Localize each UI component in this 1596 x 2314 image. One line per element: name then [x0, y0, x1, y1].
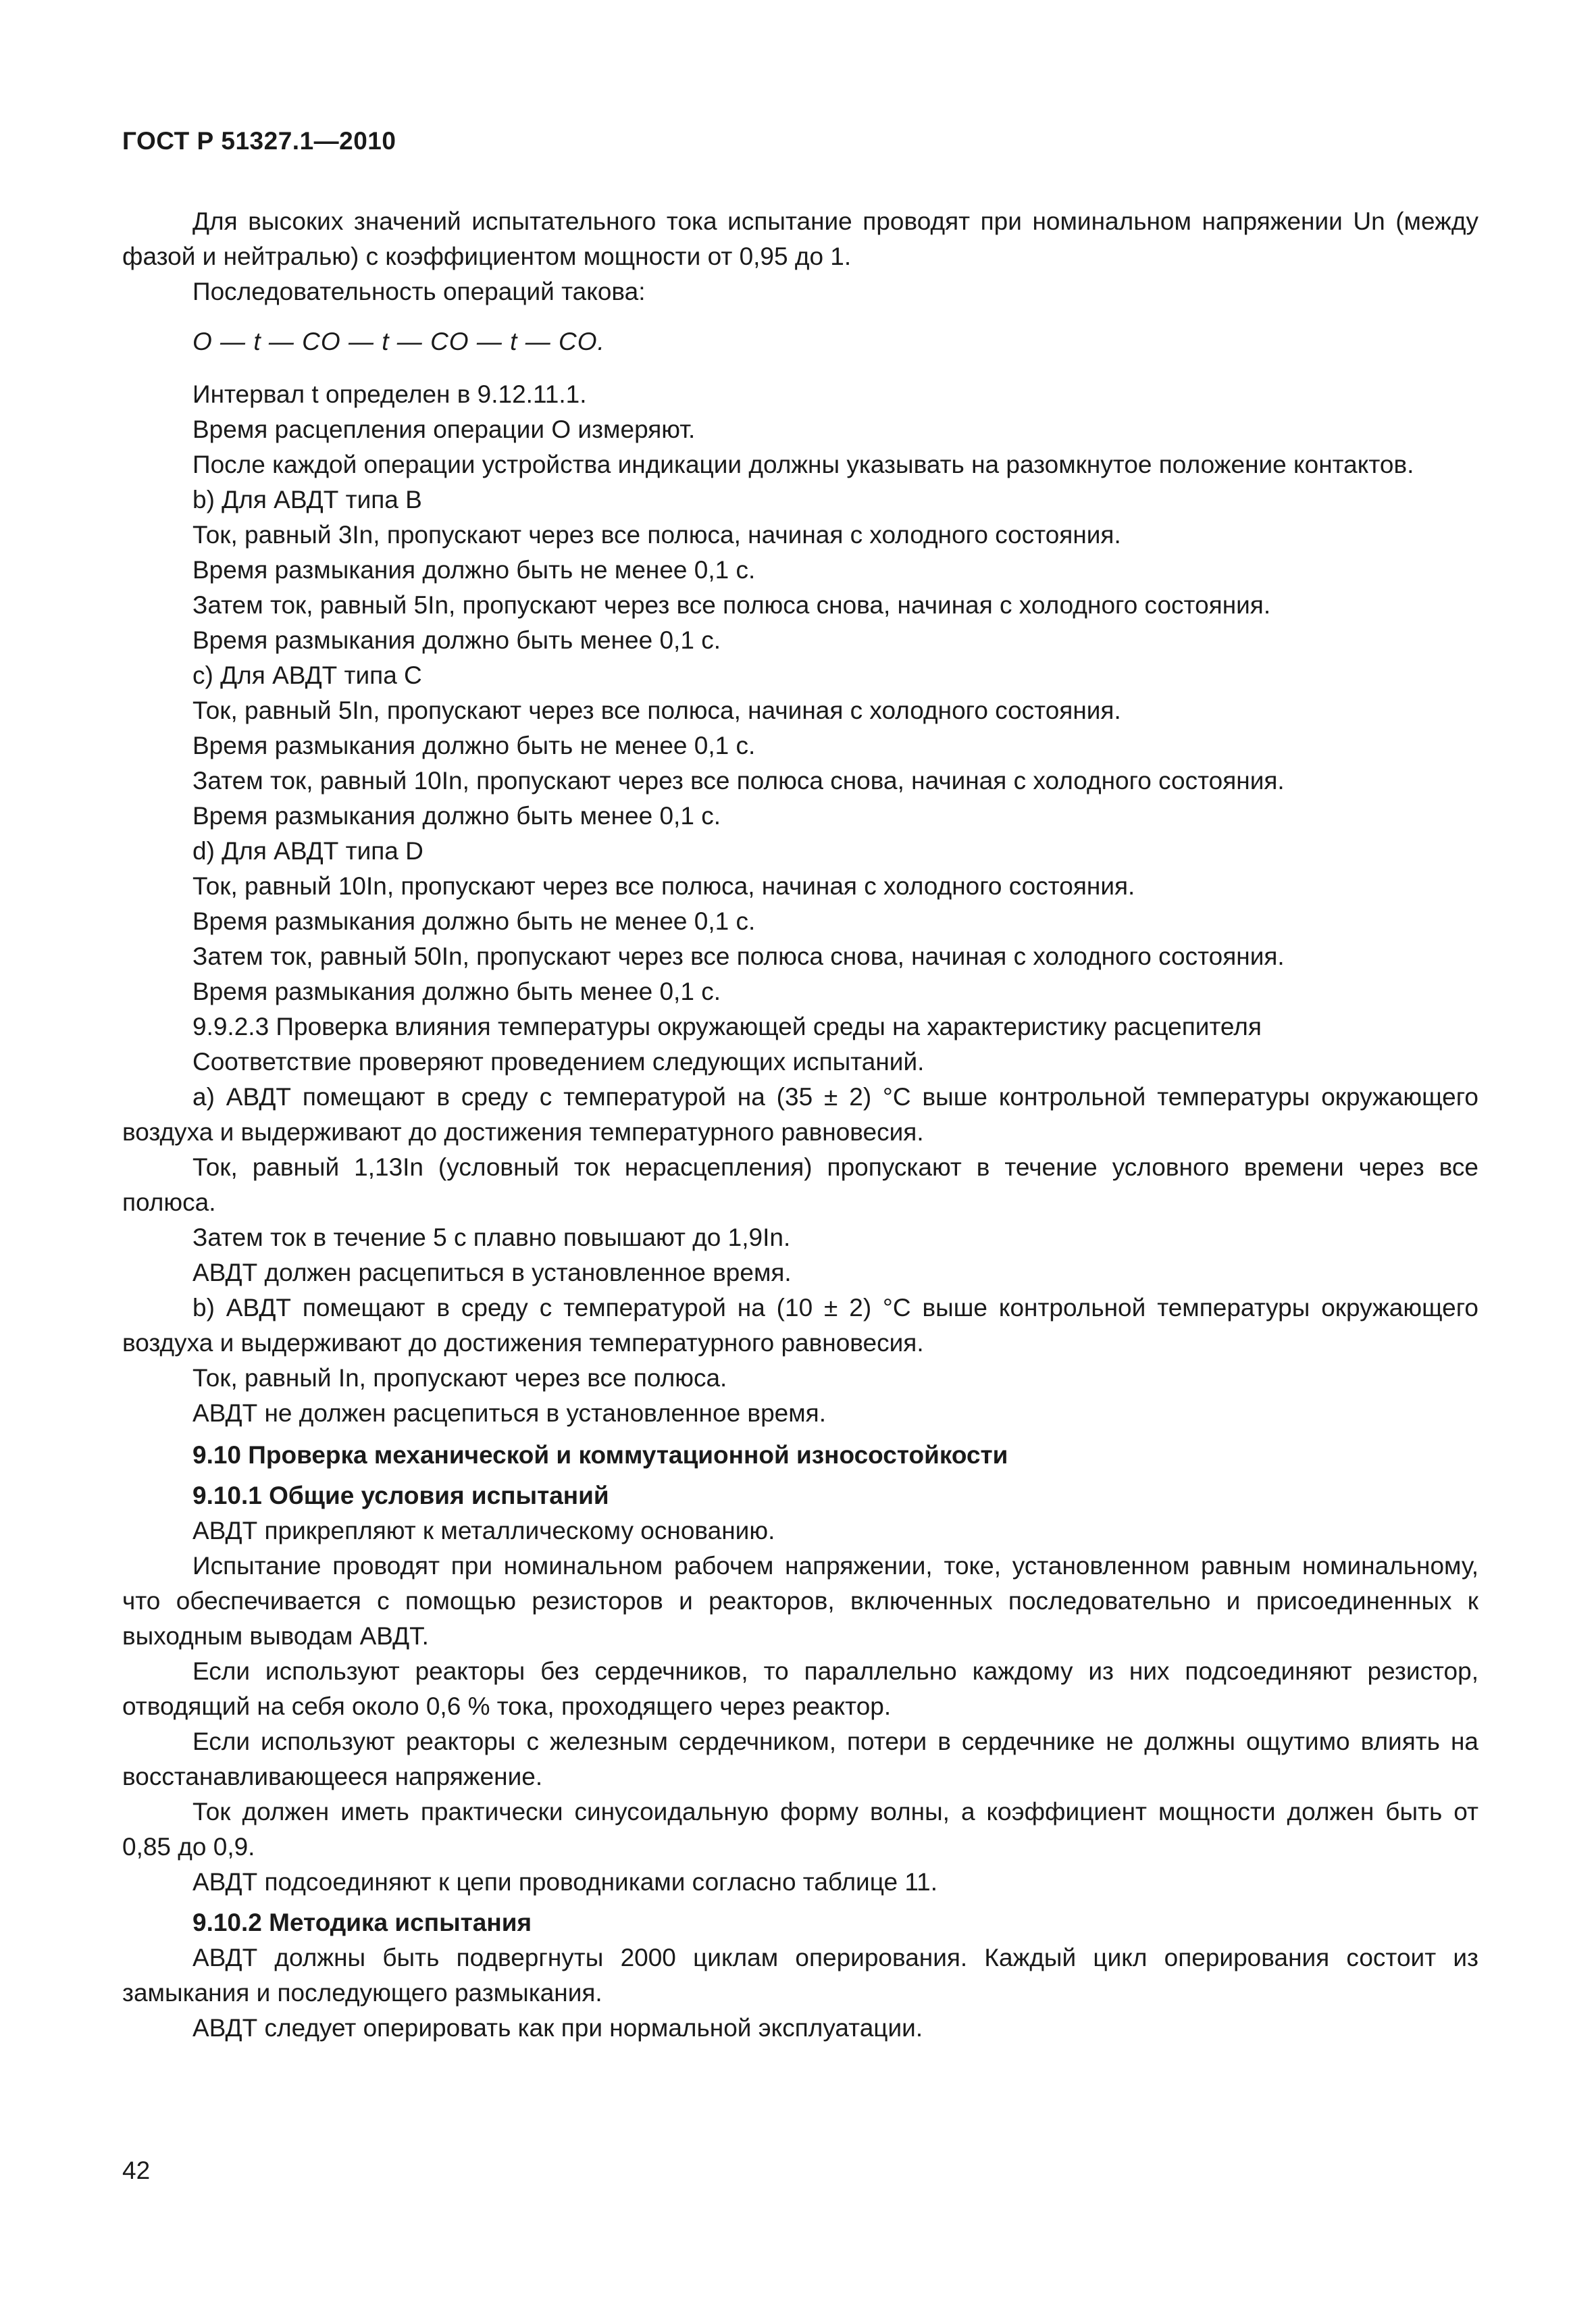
paragraph: Время размыкания должно быть менее 0,1 с. [192, 802, 721, 830]
standard-header: ГОСТ Р 51327.1—2010 [122, 127, 396, 155]
paragraph: Затем ток, равный 10In, пропускают через все полюса снова, начиная с холодного состояния. [192, 767, 1285, 795]
paragraph: Ток, равный 3In, пропускают через все полюса, начиная с холодного состояния. [192, 521, 1121, 549]
paragraph: a) АВДТ помещают в среду с температурой на (35 ± 2) °С выше контрольной температуры окружающего воздуха и выдерживают до достижения температурного равновесия. [122, 1083, 1478, 1146]
subsection-heading: 9.10.1 Общие условия испытаний [192, 1482, 609, 1509]
paragraph: Затем ток, равный 50In, пропускают через все полюса снова, начиная с холодного состояния. [192, 942, 1285, 970]
subsection-heading: 9.10.2 Методика испытания [192, 1909, 532, 1936]
paragraph: Ток, равный 1,13In (условный ток нерасцепления) пропускают в течение условного времени через все полюса. [122, 1153, 1478, 1216]
paragraph: b) АВДТ помещают в среду с температурой на (10 ± 2) °С выше контрольной температуры окружающего воздуха и выдерживают до достижения температурного равновесия. [122, 1294, 1478, 1357]
paragraph: АВДТ не должен расцепиться в установленное время. [192, 1399, 826, 1427]
paragraph: Если используют реакторы с железным сердечником, потери в сердечнике не должны ощутимо влиять на восстанавливающееся напряжение. [122, 1728, 1478, 1790]
list-item-heading: d) Для АВДТ типа D [192, 837, 423, 865]
paragraph: Время размыкания должно быть менее 0,1 с. [192, 978, 721, 1005]
subsection-heading: 9.9.2.3 Проверка влияния температуры окружающей среды на характеристику расцепителя [192, 1013, 1262, 1040]
paragraph: Соответствие проверяют проведением следующих испытаний. [192, 1048, 925, 1076]
paragraph: Ток, равный In, пропускают через все полюса. [192, 1364, 727, 1392]
paragraph: Время размыкания должно быть не менее 0,1 с. [192, 907, 756, 935]
paragraph: Время размыкания должно быть не менее 0,1 с. [192, 732, 756, 759]
paragraph: Затем ток в течение 5 с плавно повышают до 1,9In. [192, 1224, 791, 1251]
list-item-heading: b) Для АВДТ типа В [192, 486, 422, 513]
paragraph: АВДТ должны быть подвергнуты 2000 циклам оперирования. Каждый цикл оперирования состоит из замыкания и последующего размыкания. [122, 1944, 1478, 2007]
paragraph: АВДТ следует оперировать как при нормальной эксплуатации. [192, 2014, 923, 2042]
paragraph: АВДТ подсоединяют к цепи проводниками согласно таблице 11. [192, 1868, 938, 1896]
paragraph: АВДТ должен расцепиться в установленное время. [192, 1259, 792, 1286]
document-body [122, 204, 1478, 2046]
paragraph: Интервал t определен в 9.12.11.1. [192, 380, 587, 408]
paragraph: После каждой операции устройства индикации должны указывать на разомкнутое положение контактов. [192, 451, 1414, 478]
paragraph: Затем ток, равный 5In, пропускают через все полюса снова, начиная с холодного состояния. [192, 591, 1271, 619]
paragraph: Последовательность операций такова: [192, 278, 646, 305]
section-heading: 9.10 Проверка механической и коммутационной износостойкости [192, 1441, 1008, 1469]
paragraph: Для высоких значений испытательного тока испытание проводят при номинальном напряжении Un (между фазой и нейтралью) с коэффициентом мощности от 0,95 до 1. [122, 207, 1478, 270]
paragraph: Если используют реакторы без сердечников, то параллельно каждому из них подсоединяют резистор, отводящий на себя около 0,6 % тока, проходящего через реактор. [122, 1657, 1478, 1720]
paragraph: Ток, равный 5In, пропускают через все полюса, начиная с холодного состояния. [192, 697, 1121, 724]
paragraph: Время расцепления операции O измеряют. [192, 416, 696, 443]
paragraph: Испытание проводят при номинальном рабочем напряжении, токе, установленном равным номинальному, что обеспечивается с помощью резисторов и реакторов, включенных последовательно и присоединенных к выходным выводам АВДТ. [122, 1552, 1478, 1650]
list-item-heading: c) Для АВДТ типа С [192, 661, 422, 689]
paragraph: Ток, равный 10In, пропускают через все полюса, начиная с холодного состояния. [192, 872, 1135, 900]
operation-sequence-formula: O — t — CO — t — CO — t — CO. [192, 328, 605, 355]
paragraph: Время размыкания должно быть не менее 0,1 с. [192, 556, 756, 584]
paragraph: Ток должен иметь практически синусоидальную форму волны, а коэффициент мощности должен быть от 0,85 до 0,9. [122, 1798, 1478, 1861]
page-number: 42 [122, 2157, 151, 2184]
paragraph: Время размыкания должно быть менее 0,1 с. [192, 626, 721, 654]
paragraph: АВДТ прикрепляют к металлическому основанию. [192, 1517, 775, 1544]
